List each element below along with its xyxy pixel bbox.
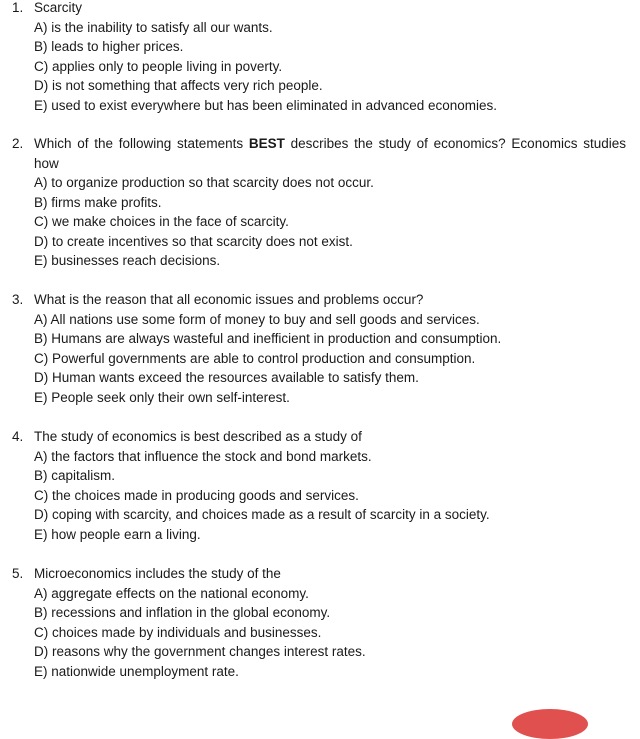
option-c: C) the choices made in producing goods and services.: [34, 487, 359, 503]
question-stem: [0, 564, 640, 584]
question-number: 2.: [12, 136, 24, 151]
question-4: [0, 427, 640, 544]
question-stem: [0, 0, 640, 18]
option-c: C) we make choices in the face of scarcity.: [34, 214, 289, 229]
question-number: 4.: [12, 429, 24, 444]
answer-options: [0, 173, 640, 271]
option-d: D) reasons why the government changes interest rates.: [34, 644, 366, 659]
question-text: The study of economics is best described as a study of: [34, 429, 362, 444]
question-text-end: describes the study of economics? Economics studies how: [34, 136, 626, 171]
option-d: D) coping with scarcity, and choices made as a result of scarcity in a society.: [34, 507, 490, 522]
option-e: E) People seek only their own self-interest.: [34, 389, 290, 405]
option-a: A) is the inability to satisfy all our wants.: [34, 19, 273, 35]
option-b: B) leads to higher prices.: [34, 39, 184, 54]
question-number: 1.: [12, 0, 24, 15]
option-c: C) applies only to people living in poverty.: [34, 58, 283, 74]
question-text: [34, 134, 626, 173]
answer-options: [0, 447, 640, 545]
question-stem: [0, 427, 640, 447]
option-a: A) aggregate effects on the national economy.: [34, 585, 309, 601]
option-b: B) capitalism.: [34, 468, 116, 483]
question-stem: [0, 290, 640, 310]
question-1: [0, 0, 640, 115]
option-b: B) recessions and inflation in the global economy.: [34, 605, 331, 620]
option-e: E) how people earn a living.: [34, 526, 201, 542]
answer-options: [0, 584, 640, 682]
option-c: C) Powerful governments are able to control production and consumption.: [34, 350, 476, 366]
option-b: B) Humans are always wasteful and inefficient in production and consumption.: [34, 331, 502, 346]
question-stem: [0, 134, 640, 173]
option-d: D) to create incentives so that scarcity does not exist.: [34, 233, 353, 249]
question-2: [0, 134, 640, 271]
question-text: What is the reason that all economic issues and problems occur?: [34, 292, 424, 307]
emphasis-best: BEST: [248, 136, 285, 151]
option-a: A) All nations use some form of money to buy and sell goods and services.: [34, 311, 480, 327]
option-e: E) businesses reach decisions.: [34, 253, 221, 268]
question-number: 3.: [12, 292, 24, 307]
option-e: E) used to exist everywhere but has been eliminated in advanced economies.: [34, 97, 498, 113]
option-a: A) to organize production so that scarcity does not occur.: [34, 175, 374, 190]
question-number: 5.: [12, 566, 24, 581]
option-a: A) the factors that influence the stock and bond markets.: [34, 448, 372, 464]
answer-options: [0, 18, 640, 116]
question-text: Microeconomics includes the study of the: [34, 566, 281, 581]
option-d: D) Human wants exceed the resources available to satisfy them.: [34, 370, 419, 385]
red-corner-mark: [512, 709, 588, 739]
question-text-start: Which of the following statements: [34, 136, 249, 151]
option-c: C) choices made by individuals and businesses.: [34, 624, 322, 640]
answer-options: [0, 310, 640, 408]
option-b: B) firms make profits.: [34, 194, 162, 210]
option-e: E) nationwide unemployment rate.: [34, 663, 239, 679]
question-3: [0, 290, 640, 407]
question-text: Scarcity: [34, 0, 83, 15]
question-5: [0, 564, 640, 681]
option-d: D) is not something that affects very rich people.: [34, 78, 323, 93]
